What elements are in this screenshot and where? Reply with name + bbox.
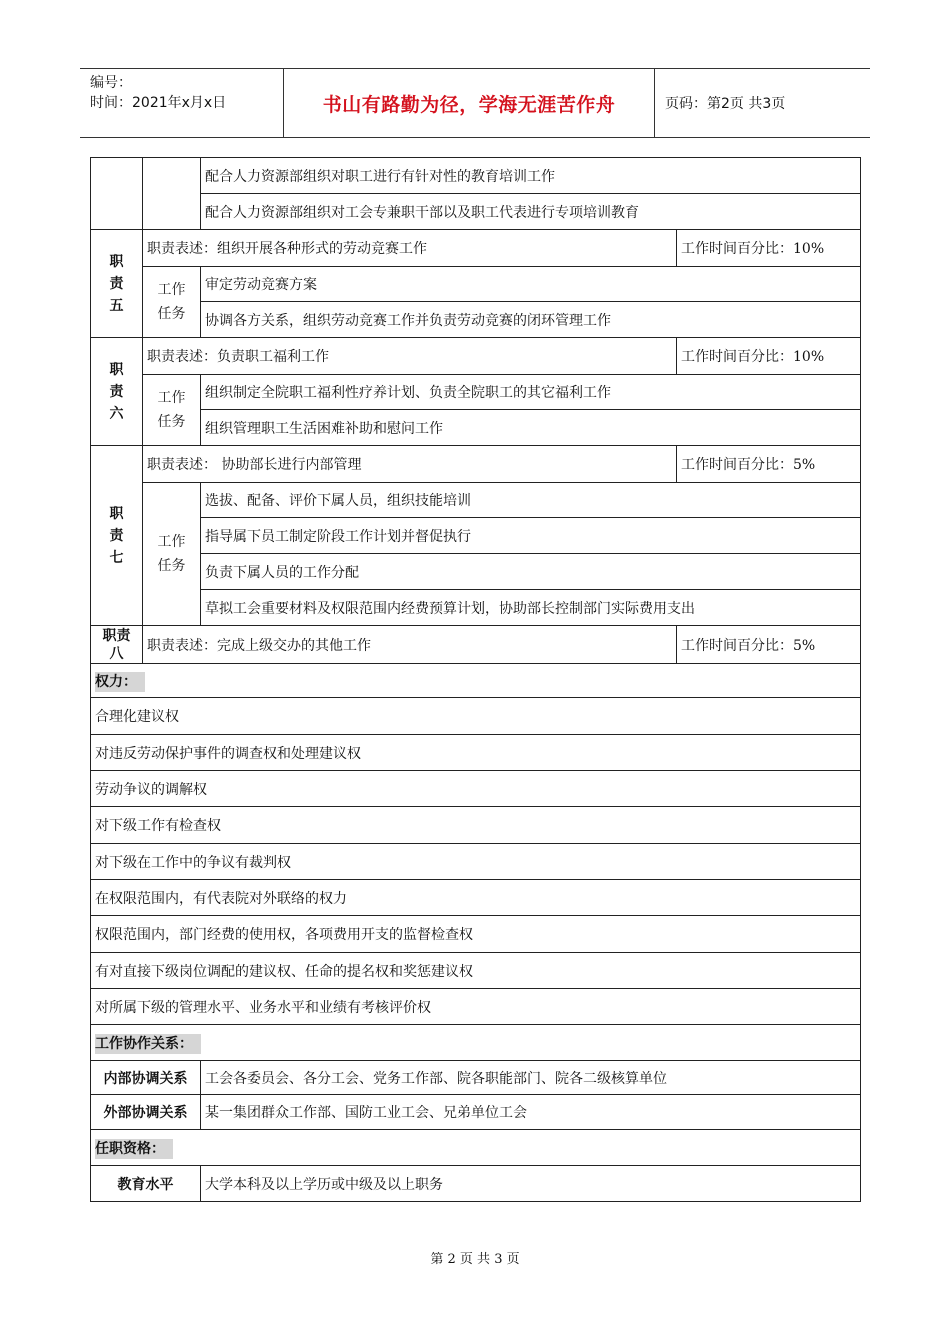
duty-8-desc: 职责表述：完成上级交办的其他工作 bbox=[143, 626, 677, 664]
education-text: 大学本科及以上学历或中级及以上职务 bbox=[201, 1166, 861, 1202]
power-item: 对下级工作有检查权 bbox=[91, 807, 861, 844]
page-header bbox=[80, 68, 870, 138]
task-text: 配合人力资源部组织对职工进行有针对性的教育培训工作 bbox=[201, 158, 861, 194]
education-row bbox=[91, 1166, 861, 1202]
list-item bbox=[91, 916, 861, 953]
qualifications-title: 任职资格： bbox=[95, 1139, 173, 1159]
header-page-number: 页码：第2页 共3页 bbox=[665, 96, 786, 112]
power-item: 合理化建议权 bbox=[91, 698, 861, 735]
duty-7-percent: 工作时间百分比：5% bbox=[677, 446, 861, 483]
task-text: 配合人力资源部组织对工会专兼职干部以及职工代表进行专项培训教育 bbox=[201, 194, 861, 230]
duty-7-desc: 职责表述： 协助部长进行内部管理 bbox=[143, 446, 677, 483]
table-row bbox=[91, 554, 861, 590]
external-relations-label: 外部协调关系 bbox=[91, 1095, 201, 1130]
duty-5-task-label: 工作 任务 bbox=[143, 267, 201, 338]
duty-5-percent: 工作时间百分比：10% bbox=[677, 230, 861, 267]
external-relations-text: 某一集团群众工作部、国防工业工会、兄弟单位工会 bbox=[201, 1095, 861, 1130]
list-item bbox=[91, 735, 861, 771]
list-item bbox=[91, 807, 861, 844]
power-item: 有对直接下级岗位调配的建议权、任命的提名权和奖惩建议权 bbox=[91, 953, 861, 989]
task-text: 选拔、配备、评价下属人员，组织技能培训 bbox=[201, 483, 861, 518]
external-relations-row bbox=[91, 1095, 861, 1130]
table-row bbox=[91, 518, 861, 554]
list-item bbox=[91, 989, 861, 1025]
document-number-label: 编号： bbox=[90, 75, 132, 91]
powers-title: 权力： bbox=[95, 672, 145, 692]
task-text: 审定劳动竞赛方案 bbox=[201, 267, 861, 302]
internal-relations-label: 内部协调关系 bbox=[91, 1061, 201, 1095]
internal-relations-text: 工会各委员会、各分工会、党务工作部、院各职能部门、院各二级核算单位 bbox=[201, 1061, 861, 1095]
table-row bbox=[91, 302, 861, 338]
list-item bbox=[91, 880, 861, 916]
duty-8-label: 职责 八 bbox=[91, 626, 143, 664]
table-row bbox=[91, 375, 861, 410]
task-text: 草拟工会重要材料及权限范围内经费预算计划，协助部长控制部门实际费用支出 bbox=[201, 590, 861, 626]
duty-5-desc: 职责表述：组织开展各种形式的劳动竞赛工作 bbox=[143, 230, 677, 267]
duty-7-desc-row bbox=[91, 446, 861, 483]
list-item bbox=[91, 844, 861, 880]
task-text: 组织制定全院职工福利性疗养计划、负责全院职工的其它福利工作 bbox=[201, 375, 861, 410]
empty-task-label-cell bbox=[143, 158, 201, 230]
relations-header-row bbox=[91, 1025, 861, 1061]
task-text: 负责下属人员的工作分配 bbox=[201, 554, 861, 590]
power-item: 对违反劳动保护事件的调查权和处理建议权 bbox=[91, 735, 861, 771]
table-row bbox=[91, 483, 861, 518]
power-item: 对下级在工作中的争议有裁判权 bbox=[91, 844, 861, 880]
duty-6-percent: 工作时间百分比：10% bbox=[677, 338, 861, 375]
table-row bbox=[91, 590, 861, 626]
header-meta bbox=[80, 69, 283, 137]
list-item bbox=[91, 953, 861, 989]
duty-5-desc-row bbox=[91, 230, 861, 267]
list-item bbox=[91, 698, 861, 735]
document-date-label: 时间：2021年x月x日 bbox=[90, 95, 227, 111]
duty-6-desc: 职责表述：负责职工福利工作 bbox=[143, 338, 677, 375]
relations-title: 工作协作关系： bbox=[95, 1034, 201, 1054]
task-text: 组织管理职工生活困难补助和慰问工作 bbox=[201, 410, 861, 446]
power-item: 劳动争议的调解权 bbox=[91, 771, 861, 807]
table-row bbox=[91, 267, 861, 302]
job-description-table bbox=[90, 157, 861, 1202]
table-row bbox=[91, 410, 861, 446]
task-text: 指导属下员工制定阶段工作计划并督促执行 bbox=[201, 518, 861, 554]
page-footer: 第 2 页 共 3 页 bbox=[430, 1252, 520, 1267]
empty-label-cell bbox=[91, 158, 143, 230]
power-item: 权限范围内，部门经费的使用权，各项费用开支的监督检查权 bbox=[91, 916, 861, 953]
internal-relations-row bbox=[91, 1061, 861, 1095]
duty-8-percent: 工作时间百分比：5% bbox=[677, 626, 861, 664]
education-label: 教育水平 bbox=[91, 1166, 201, 1202]
duty-7-label: 职 责 七 bbox=[91, 446, 143, 626]
duty-6-desc-row bbox=[91, 338, 861, 375]
qualifications-header-row bbox=[91, 1130, 861, 1166]
table-row bbox=[91, 194, 861, 230]
header-motto: 书山有路勤为径，学海无涯苦作舟 bbox=[283, 69, 655, 137]
power-item: 对所属下级的管理水平、业务水平和业绩有考核评价权 bbox=[91, 989, 861, 1025]
duty-6-label: 职 责 六 bbox=[91, 338, 143, 446]
power-item: 在权限范围内，有代表院对外联络的权力 bbox=[91, 880, 861, 916]
duty-7-task-label: 工作 任务 bbox=[143, 483, 201, 626]
table-row bbox=[91, 158, 861, 194]
powers-header-row bbox=[91, 664, 861, 698]
task-text: 协调各方关系，组织劳动竞赛工作并负责劳动竞赛的闭环管理工作 bbox=[201, 302, 861, 338]
duty-5-label: 职 责 五 bbox=[91, 230, 143, 338]
duty-6-task-label: 工作 任务 bbox=[143, 375, 201, 446]
list-item bbox=[91, 771, 861, 807]
duty-8-desc-row bbox=[91, 626, 861, 664]
